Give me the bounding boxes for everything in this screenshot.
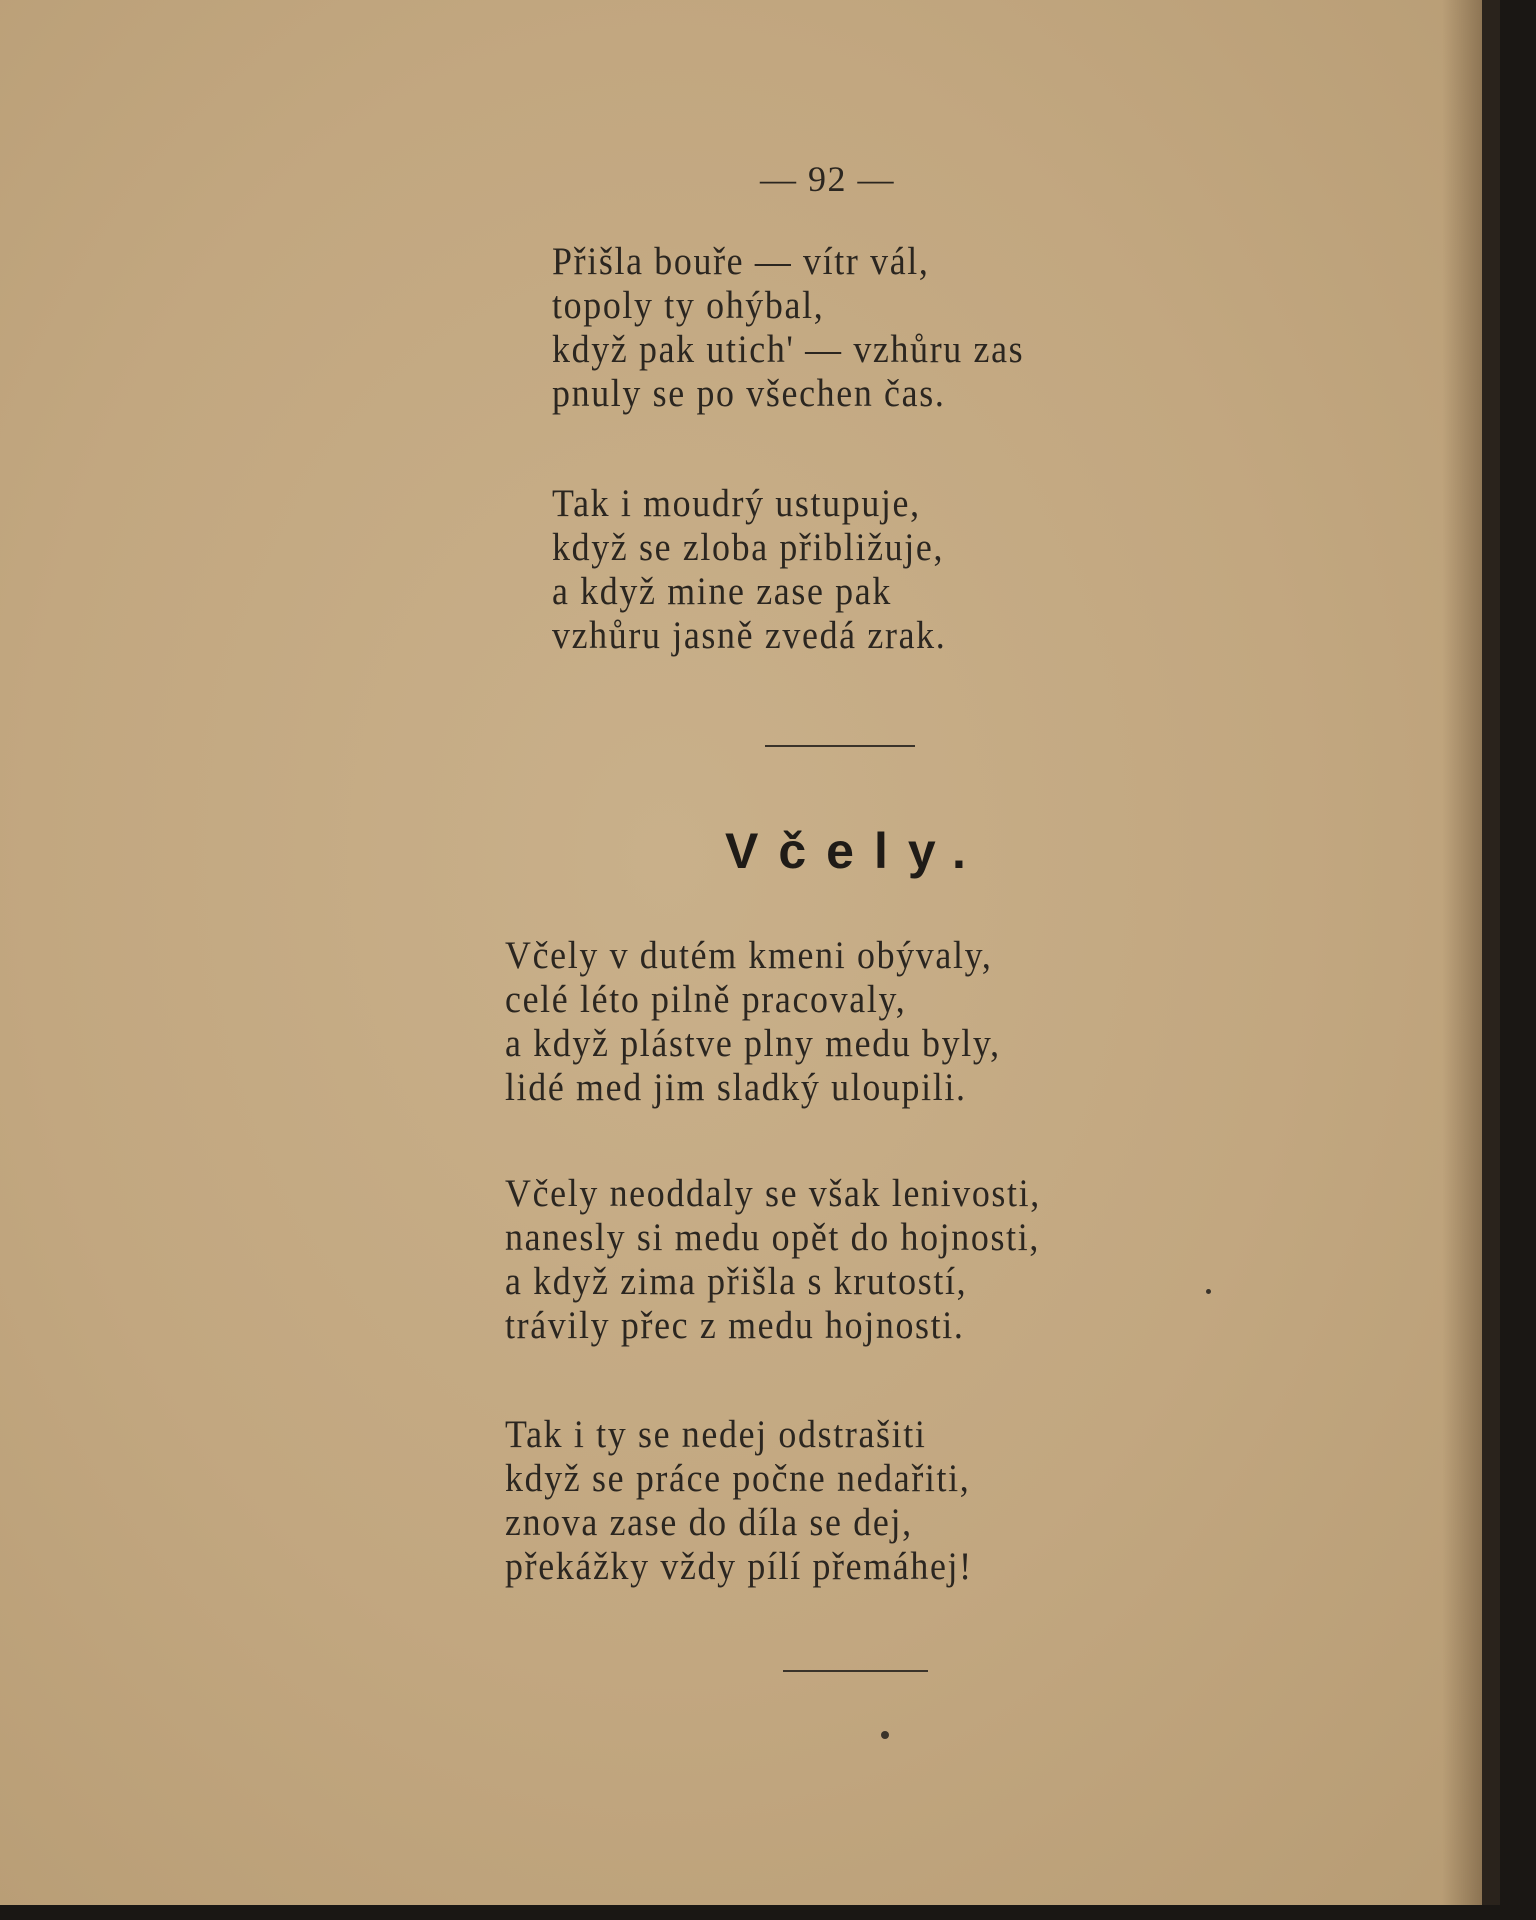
- page-number: — 92 —: [760, 159, 895, 199]
- verse-line: a když plástve plny medu byly,: [505, 1022, 1001, 1065]
- verse-line: pnuly se po všechen čas.: [552, 372, 946, 415]
- verse-line: lidé med jim sladký uloupili.: [505, 1066, 967, 1109]
- verse-line: nanesly si medu opět do hojnosti,: [505, 1216, 1041, 1259]
- verse-line: topoly ty ohýbal,: [552, 284, 825, 327]
- verse-line: Přišla bouře — vítr vál,: [552, 240, 930, 283]
- verse-line: Včely neoddaly se však lenivosti,: [505, 1172, 1041, 1215]
- verse-line: když se práce počne nedařiti,: [505, 1457, 971, 1500]
- verse-line: a když mine zase pak: [552, 570, 892, 613]
- verse-line: když se zloba přibližuje,: [552, 526, 945, 569]
- verse-line: Tak i moudrý ustupuje,: [552, 482, 921, 525]
- poem2-stanza2: [505, 1172, 1041, 1348]
- verse-line: znova zase do díla se dej,: [505, 1501, 913, 1544]
- verse-line: Včely v dutém kmeni obývaly,: [505, 934, 993, 977]
- poem1-stanza2: [552, 482, 946, 658]
- poem2-stanza1: [505, 934, 1001, 1110]
- section-divider: [765, 745, 915, 747]
- poem-title: Včely.: [725, 823, 986, 879]
- verse-line: vzhůru jasně zvedá zrak.: [552, 614, 947, 657]
- poem2-stanza3: [505, 1413, 973, 1589]
- end-divider: [783, 1670, 928, 1672]
- ornament-dot: [881, 1731, 889, 1739]
- verse-line: překážky vždy pílí přemáhej!: [505, 1545, 973, 1588]
- poem1-stanza1: [552, 240, 1024, 416]
- ink-speck: [1206, 1289, 1211, 1294]
- verse-line: a když zima přišla s krutostí,: [505, 1260, 968, 1303]
- verse-line: když pak utich' — vzhůru zas: [552, 328, 1025, 371]
- verse-line: trávily přec z medu hojnosti.: [505, 1304, 965, 1347]
- verse-line: celé léto pilně pracovaly,: [505, 978, 907, 1021]
- verse-line: Tak i ty se nedej odstrašiti: [505, 1413, 927, 1456]
